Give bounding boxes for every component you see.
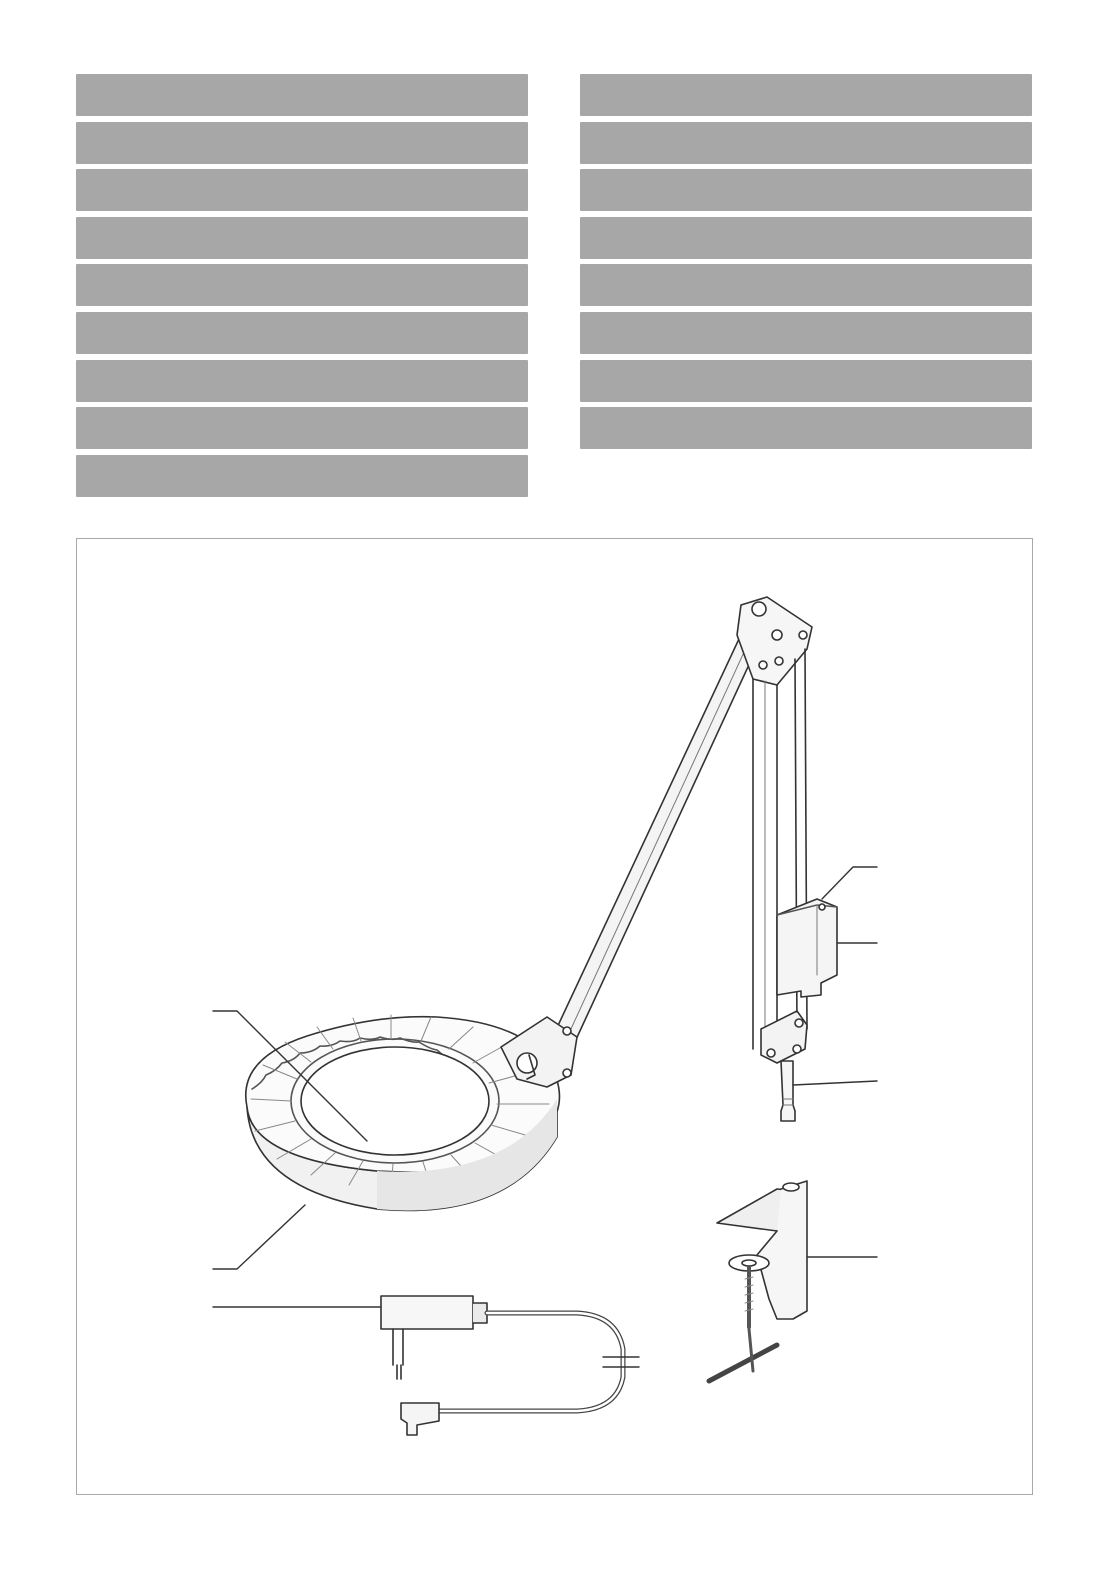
- language-bar: [580, 74, 1032, 116]
- product-illustration: [77, 539, 1032, 1494]
- language-bar: [76, 74, 528, 116]
- language-bar: [580, 264, 1032, 306]
- language-bar: [76, 455, 528, 497]
- language-bar: [580, 312, 1032, 354]
- language-bar: [76, 217, 528, 259]
- language-bar: [76, 264, 528, 306]
- language-bar: [76, 360, 528, 402]
- arm-mounting-block: [777, 867, 877, 997]
- table-clamp: [709, 1181, 877, 1381]
- language-bar: [76, 169, 528, 211]
- mounting-pin: [781, 1061, 877, 1121]
- product-illustration-frame: [76, 538, 1033, 1495]
- language-bar: [580, 217, 1032, 259]
- language-bar: [76, 312, 528, 354]
- language-bar: [76, 122, 528, 164]
- language-bar: [580, 407, 1032, 449]
- articulated-arm: [501, 597, 812, 1087]
- language-bar: [76, 407, 528, 449]
- language-bar: [580, 169, 1032, 211]
- right-language-bar-column: [580, 74, 1032, 455]
- language-bar: [580, 122, 1032, 164]
- power-adapter: [213, 1296, 639, 1435]
- left-language-bar-column: [76, 74, 528, 502]
- language-bar: [580, 360, 1032, 402]
